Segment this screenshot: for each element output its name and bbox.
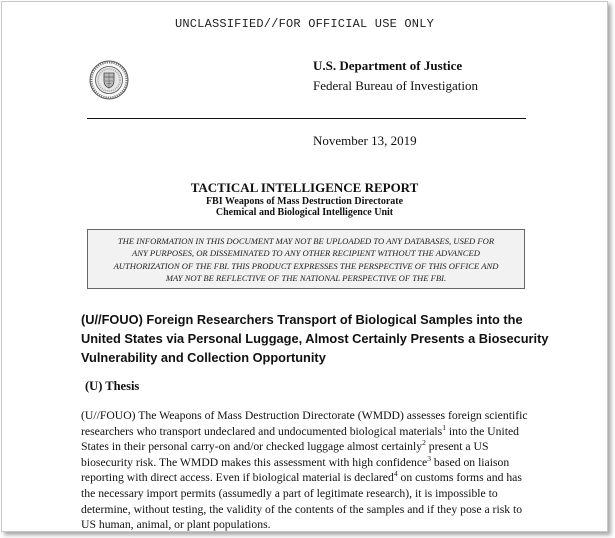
headline-line: (U//FOUO) Foreign Researchers Transport of Biological Samples into the xyxy=(81,312,523,327)
thesis-heading: (U) Thesis xyxy=(85,379,140,393)
headline-line: United States via Personal Luggage, Almost Certainly Presents a Biosecurity xyxy=(81,331,549,346)
report-title: TACTICAL INTELLIGENCE REPORT xyxy=(190,180,419,195)
thesis-line: the necessary import permits (assumedly a part of legitimate research), it is impossible to xyxy=(81,486,498,500)
document-page xyxy=(1,1,608,532)
notice-line: THE INFORMATION IN THIS DOCUMENT MAY NOT BE UPLOADED TO ANY DATABASES, USED FOR xyxy=(117,236,495,246)
thesis-line: States in their personal carry-on and/or checked luggage almost certainly xyxy=(81,440,423,454)
thesis-line: into the United xyxy=(445,424,519,438)
thesis-paragraph xyxy=(81,408,551,532)
footnote-ref[interactable]: 2 xyxy=(422,438,426,448)
thesis-line: on customs forms and has xyxy=(397,471,522,485)
thesis-line: (U//FOUO) The Weapons of Mass Destruction Directorate (WMDD) assesses foreign scientific xyxy=(81,409,528,422)
thesis-line: US human, animal, or plant populations. xyxy=(81,518,271,532)
notice-line: ANY PURPOSES, OR DISSEMINATED TO ANY OTHER RECIPIENT WITHOUT THE ADVANCED xyxy=(132,248,480,259)
department-name: U.S. Department of Justice xyxy=(313,58,463,73)
notice-line: MAY NOT BE REFLECTIVE OF THE NATIONAL PERSPECTIVE OF THE FBI. xyxy=(165,272,447,283)
report-unit: Chemical and Biological Intelligence Unit xyxy=(215,207,394,218)
report-headline xyxy=(81,310,551,367)
bureau-name: Federal Bureau of Investigation xyxy=(313,78,478,93)
dissemination-notice xyxy=(87,229,525,289)
footnote-ref[interactable]: 3 xyxy=(427,453,431,463)
header-divider xyxy=(87,118,526,119)
headline-line: Vulnerability and Collection Opportunity xyxy=(81,350,326,365)
thesis-line: present a US xyxy=(425,440,489,454)
fbi-seal-icon xyxy=(89,60,129,100)
report-date: November 13, 2019 xyxy=(313,133,417,148)
thesis-line: based on liaison xyxy=(431,455,510,469)
thesis-line: reporting with direct access. Even if biological material is declared xyxy=(81,471,394,485)
footnote-ref[interactable]: 1 xyxy=(442,422,446,432)
classification-banner: UNCLASSIFIED//FOR OFFICIAL USE ONLY xyxy=(174,17,435,31)
thesis-line: determine, without testing, the validity of the contents of the samples and if they pose a risk to xyxy=(81,502,523,516)
thesis-line: researchers who transport undeclared and undocumented biological materials xyxy=(81,424,443,438)
notice-line: AUTHORIZATION OF THE FBI. THIS PRODUCT EXPRESSES THE PERSPECTIVE OF THIS OFFICE AND xyxy=(113,260,499,271)
thesis-line: biosecurity risk. The WMDD makes this assessment with high confidence xyxy=(81,455,428,469)
report-directorate: FBI Weapons of Mass Destruction Directorate xyxy=(205,196,404,207)
footnote-ref[interactable]: 4 xyxy=(393,469,398,479)
notice-text xyxy=(92,235,520,284)
